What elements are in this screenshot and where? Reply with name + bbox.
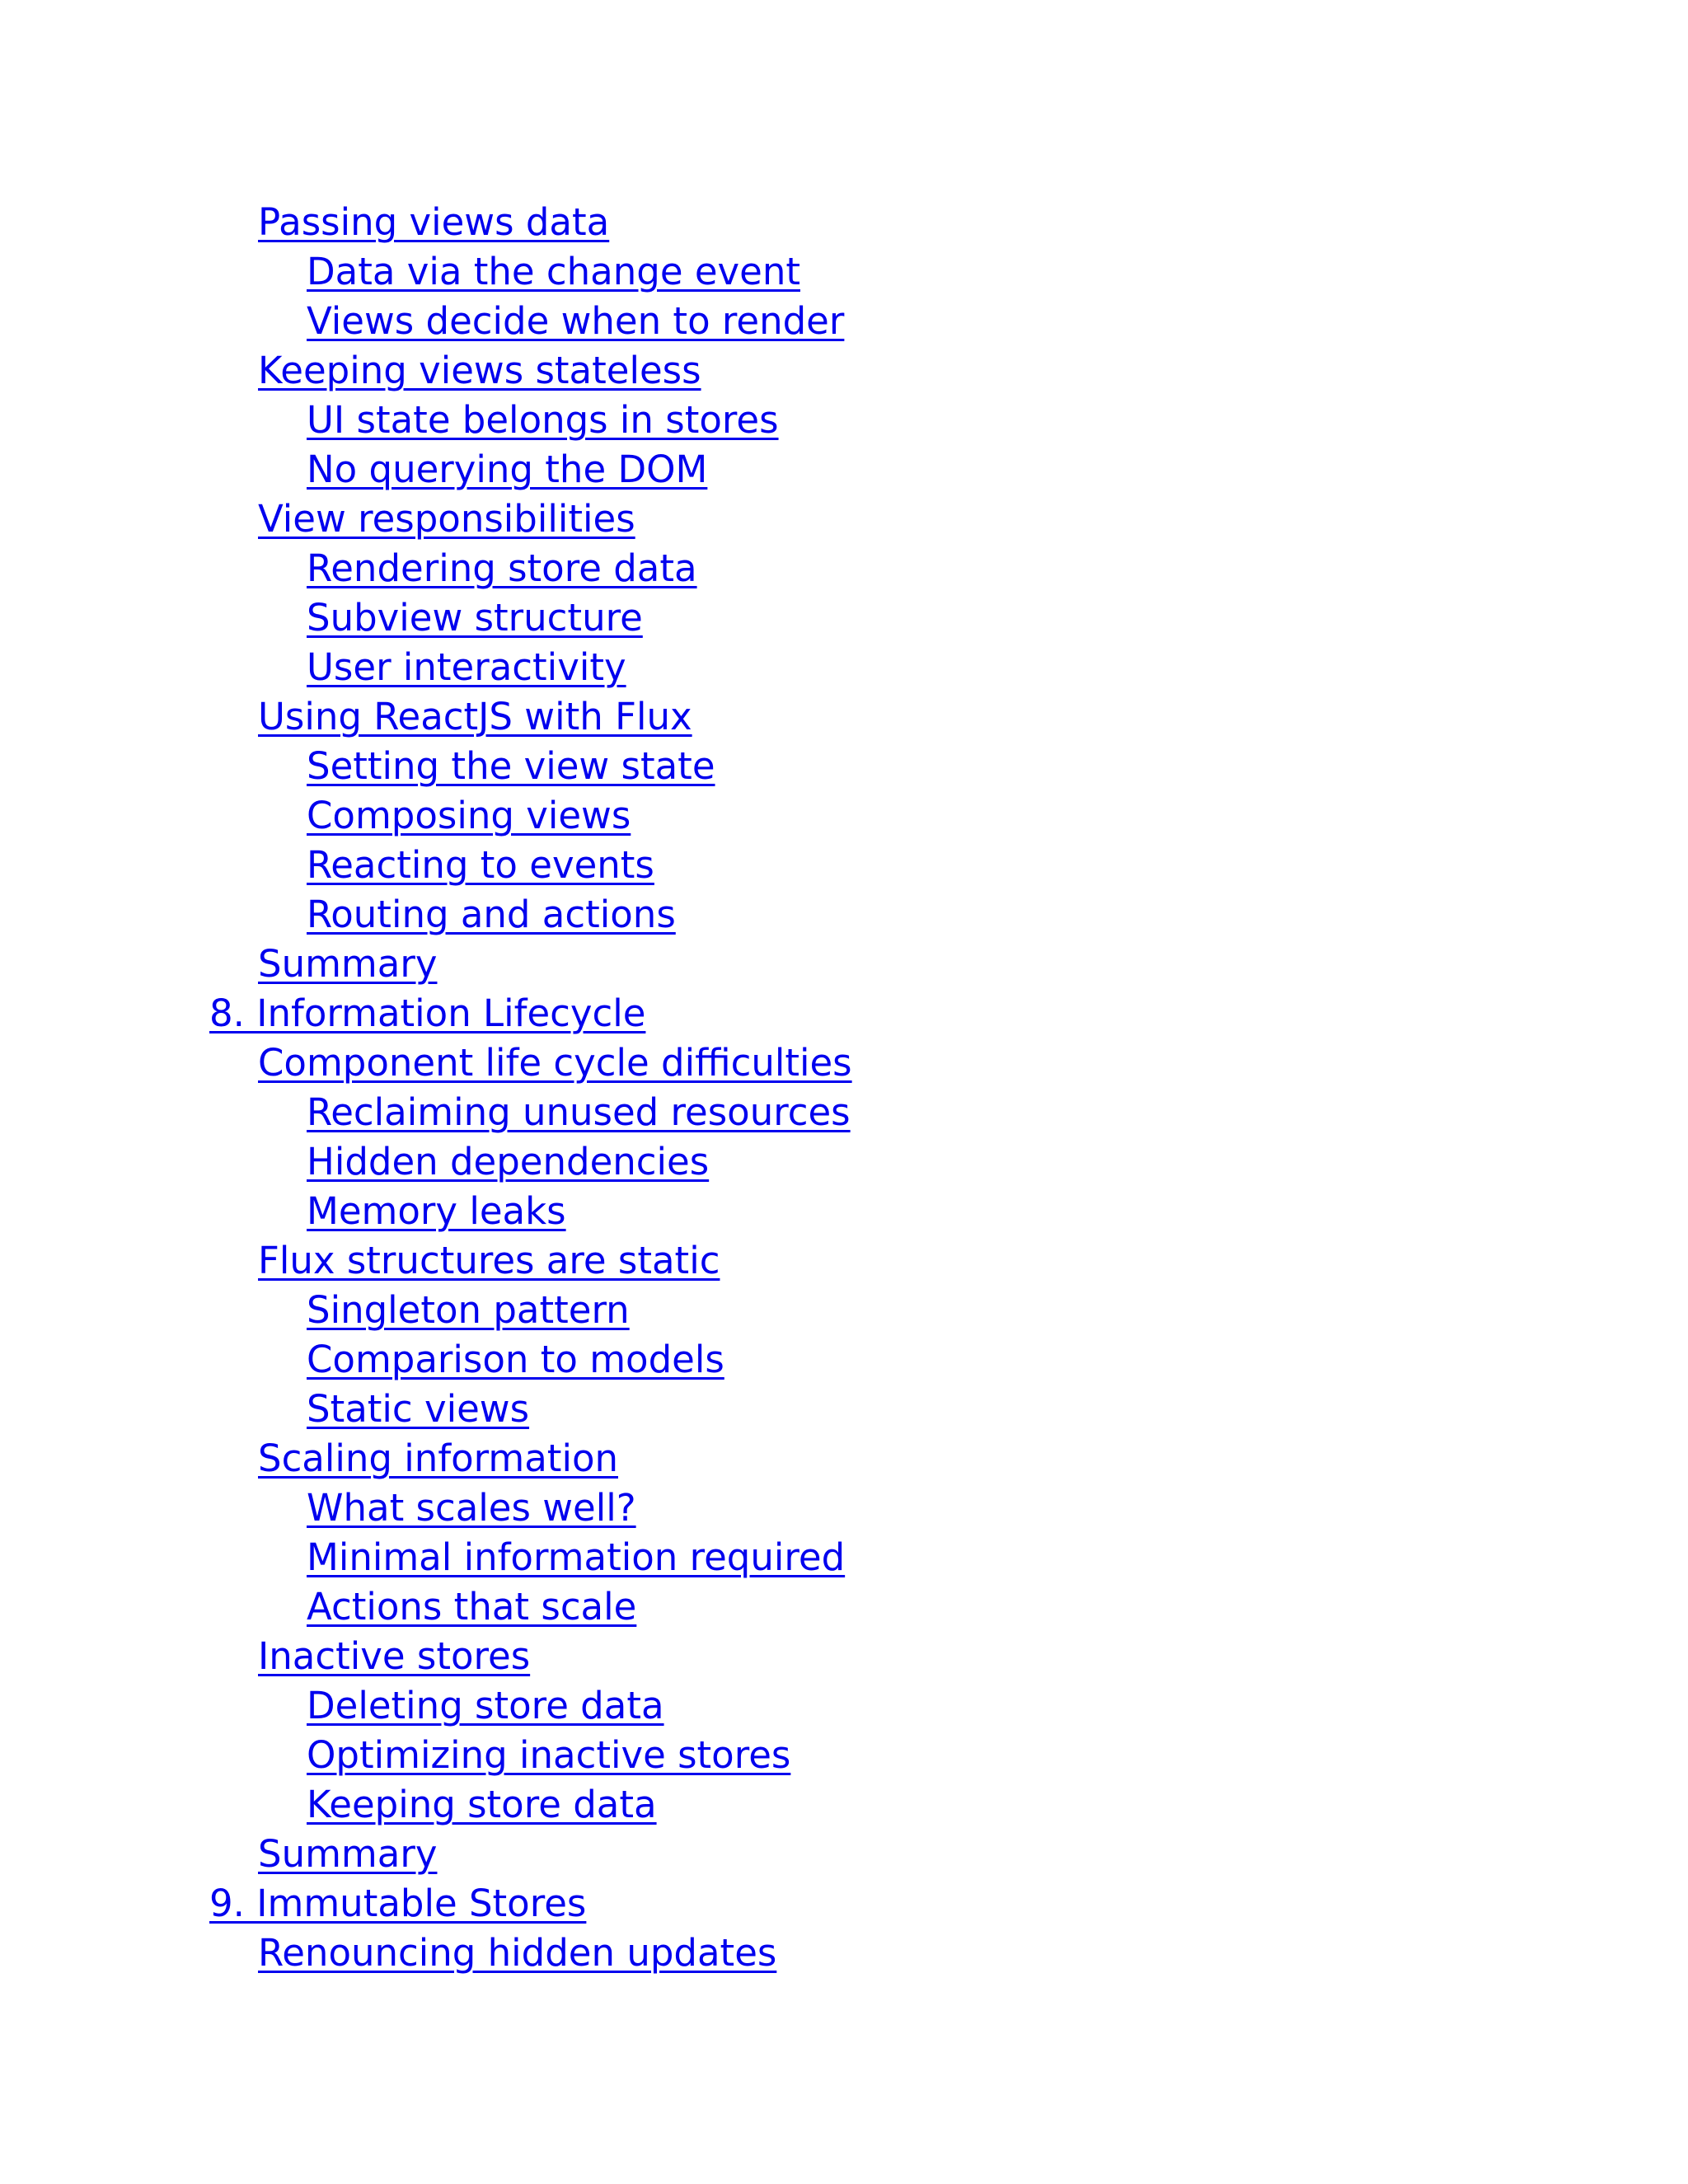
toc-link[interactable]: Singleton pattern	[307, 1288, 630, 1332]
toc-link[interactable]: Deleting store data	[307, 1684, 664, 1727]
toc-link[interactable]: Data via the change event	[307, 250, 800, 293]
toc-subsection-item	[209, 1731, 852, 1780]
toc-subsection-item	[209, 1483, 852, 1533]
toc-link[interactable]: Reacting to events	[307, 843, 654, 887]
table-of-contents	[209, 198, 852, 1978]
toc-link[interactable]: Actions that scale	[307, 1585, 637, 1629]
toc-link[interactable]: Rendering store data	[307, 546, 697, 590]
toc-link[interactable]: Inactive stores	[258, 1634, 531, 1678]
toc-section-item	[209, 1038, 852, 1088]
toc-subsection-item	[209, 791, 852, 841]
toc-link[interactable]: Summary	[258, 942, 438, 986]
toc-subsection-item	[209, 1088, 852, 1137]
toc-link[interactable]: Routing and actions	[307, 893, 676, 936]
toc-link[interactable]: No querying the DOM	[307, 448, 708, 491]
toc-section-item	[209, 346, 852, 396]
toc-link[interactable]: 9. Immutable Stores	[209, 1882, 587, 1925]
toc-link[interactable]: Renouncing hidden updates	[258, 1931, 777, 1975]
toc-section-item	[209, 1929, 852, 1978]
toc-link[interactable]: Setting the view state	[307, 744, 715, 788]
toc-section-item	[209, 1632, 852, 1681]
toc-link[interactable]: Keeping views stateless	[258, 349, 701, 392]
toc-link[interactable]: Keeping store data	[307, 1783, 657, 1826]
toc-link[interactable]: Summary	[258, 1832, 438, 1876]
toc-link[interactable]: Passing views data	[258, 200, 610, 244]
toc-section-item	[209, 692, 852, 742]
toc-link[interactable]: View responsibilities	[258, 497, 635, 541]
toc-link[interactable]: Using ReactJS with Flux	[258, 695, 692, 738]
toc-subsection-item	[209, 1533, 852, 1582]
toc-link[interactable]: Optimizing inactive stores	[307, 1733, 791, 1777]
toc-section-item	[209, 494, 852, 544]
toc-link[interactable]: What scales well?	[307, 1486, 636, 1530]
toc-subsection-item	[209, 1780, 852, 1830]
toc-chapter-item	[209, 989, 852, 1038]
toc-subsection-item	[209, 544, 852, 593]
toc-link[interactable]: Reclaiming unused resources	[307, 1090, 851, 1134]
toc-link[interactable]: Comparison to models	[307, 1338, 724, 1381]
toc-link[interactable]: Views decide when to render	[307, 299, 845, 343]
toc-section-item	[209, 1434, 852, 1483]
toc-subsection-item	[209, 1582, 852, 1632]
toc-subsection-item	[209, 247, 852, 297]
toc-link[interactable]: User interactivity	[307, 645, 626, 689]
toc-link[interactable]: Hidden dependencies	[307, 1140, 710, 1183]
toc-subsection-item	[209, 1286, 852, 1335]
toc-link[interactable]: Static views	[307, 1387, 530, 1431]
toc-subsection-item	[209, 297, 852, 346]
toc-subsection-item	[209, 1187, 852, 1236]
toc-subsection-item	[209, 1385, 852, 1434]
toc-subsection-item	[209, 1137, 852, 1187]
toc-subsection-item	[209, 445, 852, 494]
toc-link[interactable]: 8. Information Lifecycle	[209, 991, 646, 1035]
toc-subsection-item	[209, 841, 852, 890]
toc-chapter-item	[209, 1879, 852, 1929]
toc-link[interactable]: Flux structures are static	[258, 1239, 720, 1282]
toc-link[interactable]: Composing views	[307, 794, 631, 837]
toc-link[interactable]: Component life cycle difficulties	[258, 1041, 852, 1085]
toc-link[interactable]: Minimal information required	[307, 1535, 846, 1579]
toc-subsection-item	[209, 890, 852, 940]
toc-subsection-item	[209, 396, 852, 445]
toc-section-item	[209, 1830, 852, 1879]
toc-subsection-item	[209, 1681, 852, 1731]
toc-section-item	[209, 198, 852, 247]
toc-subsection-item	[209, 643, 852, 692]
toc-subsection-item	[209, 742, 852, 791]
toc-subsection-item	[209, 1335, 852, 1385]
toc-subsection-item	[209, 593, 852, 643]
toc-section-item	[209, 1236, 852, 1286]
toc-link[interactable]: Memory leaks	[307, 1189, 566, 1233]
toc-link[interactable]: UI state belongs in stores	[307, 398, 779, 442]
toc-link[interactable]: Scaling information	[258, 1436, 618, 1480]
toc-link[interactable]: Subview structure	[307, 596, 643, 640]
toc-section-item	[209, 940, 852, 989]
